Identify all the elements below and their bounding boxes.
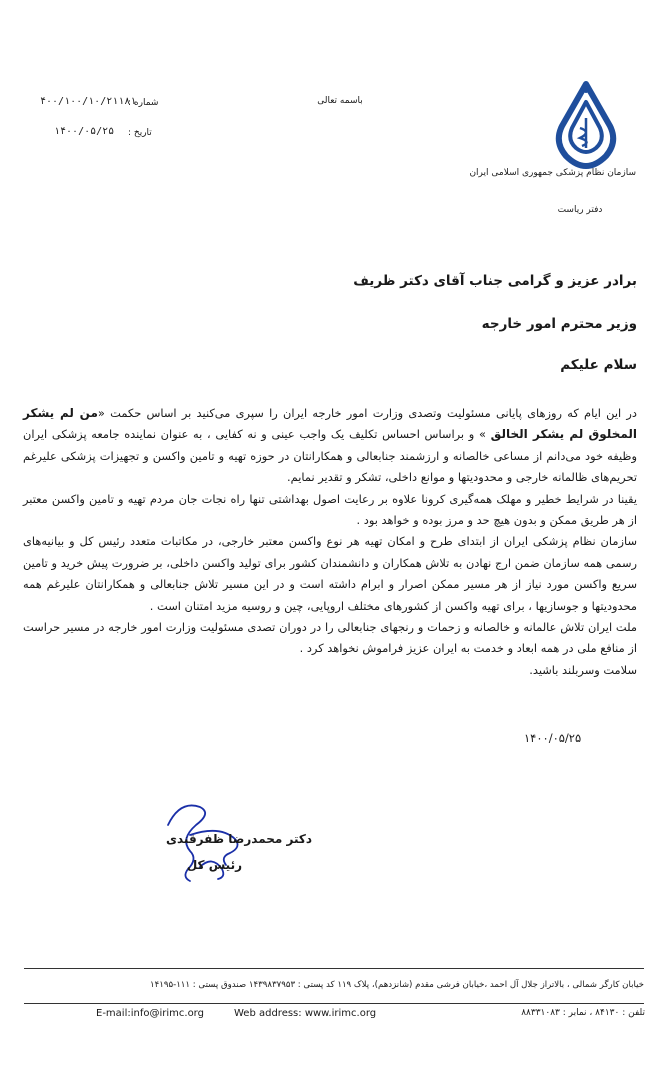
letter-body <box>23 403 637 681</box>
letter-date: ۱۴۰۰/۰۵/۲۵ <box>54 126 115 137</box>
office-label: دفتر ریاست <box>557 205 603 215</box>
footer-email: E-mail:info@irimc.org <box>96 1008 204 1019</box>
footer-address: خیابان کارگر شمالی ، بالاتراز جلال آل احمد ،خیابان فرشی مقدم (شانزدهم)، پلاک ۱۱۹ کد پستی : ۱۴۳۹۸۳۷۹۵۳ صندوق پستی : ۱۱۱-۱۴۱۹۵ <box>149 980 644 990</box>
footer-web-address: Web address: www.irimc.org <box>234 1008 377 1019</box>
signatory-title: رئیس کل <box>186 858 242 872</box>
invocation: باسمه تعالی <box>317 96 363 106</box>
paragraph-3: سازمان نظام پزشکی ایران از ابتدای طرح و امکان تهیه هر نوع واکسن معتبر خارجی، در مکاتبات متعدد رئیس کل و بیانیه‌های رسمی همه سازمان ضمن ارج نهادن به تلاش همکاران و دانشمندان کشور برای تولید واکسن داخلی، بر ضرورت پیش خرید و تامین سریع واکسن مورد نیاز از هر مسیر ممکن اصرار و ابرام داشته است و در این مسیر تلاش جنابعالی و همکارانتان علیرغم همه محدودیتها و جوسازیها ، برای تهیه واکسن از کشورهای مختلف اروپایی، چین و روسیه مزید امتنان است . <box>23 534 637 613</box>
footer-phone: تلفن : ۸۴۱۳۰ ، نمابر : ۸۸۳۳۱۰۸۳ <box>521 1008 645 1018</box>
paragraph-1-start: در این ایام که روزهای پایانی مسئولیت وتصدی وزارت امور خارجه ایران را سپری می‌کنید بر اساس حکمت « <box>97 406 637 420</box>
greeting: سلام علیکم <box>560 357 637 373</box>
date-label: تاریخ : <box>128 128 152 138</box>
number-label: شماره : <box>128 98 159 108</box>
footer-divider <box>24 968 644 969</box>
letter-number: ۴۰۰/۱۰۰/۱۰/۲۱۱۸۱ <box>40 96 137 107</box>
paragraph-1-end: » و براساس احساس تکلیف یک واجب عینی و نه کفایی ، به عنوان نماینده جامعه پزشکی ایران وظیفه خود می‌دانم از مساعی خالصانه و ارزشمند جنابعالی و همکارانتان در حوزه تهیه و تامین واکسن و تجهیزات پزشکی علیرغم تحریم‌های ظالمانه خارجی و محدودیتها و موانع داخلی، تشکر و تقدیر نمایم. <box>23 427 637 485</box>
quoted-saying: من لم یشکر المخلوق لم یشکر الخالق <box>23 406 638 442</box>
footer-divider-2 <box>24 1003 644 1004</box>
closing-line: سلامت وسربلند باشید. <box>529 662 637 677</box>
recipient-title: وزیر محترم امور خارجه <box>481 316 637 332</box>
org-name: سازمان نظام پزشکی جمهوری اسلامی ایران <box>469 168 636 178</box>
paragraph-1 <box>23 403 637 489</box>
paragraph-4: ملت ایران تلاش عالمانه و خالصانه و زحمات و رنجهای جنابعالی را در دوران تصدی مسئولیت وزارت امور خارجه در مسیر حراست از منافع ملی در همه ابعاد و خدمت به ایران عزیز فراموش نخواهد کرد . <box>23 620 637 656</box>
closing-date: ۱۴۰۰/۰۵/۲۵ <box>524 731 582 745</box>
signatory-name: دکتر محمدرضا ظفرقندی <box>165 832 312 846</box>
paragraph-2: یقینا در شرایط خطیر و مهلک همه‌گیری کرونا علاوه بر رعایت اصول بهداشتی تنها راه نجات جان مردم تهیه و تامین واکسن معتبر از هر طریق ممکن و بدون هیچ حد و مرز بوده و خواهد بود . <box>23 491 637 528</box>
recipient-line: برادر عزیز و گرامی جناب آقای دکتر ظریف <box>353 273 637 289</box>
